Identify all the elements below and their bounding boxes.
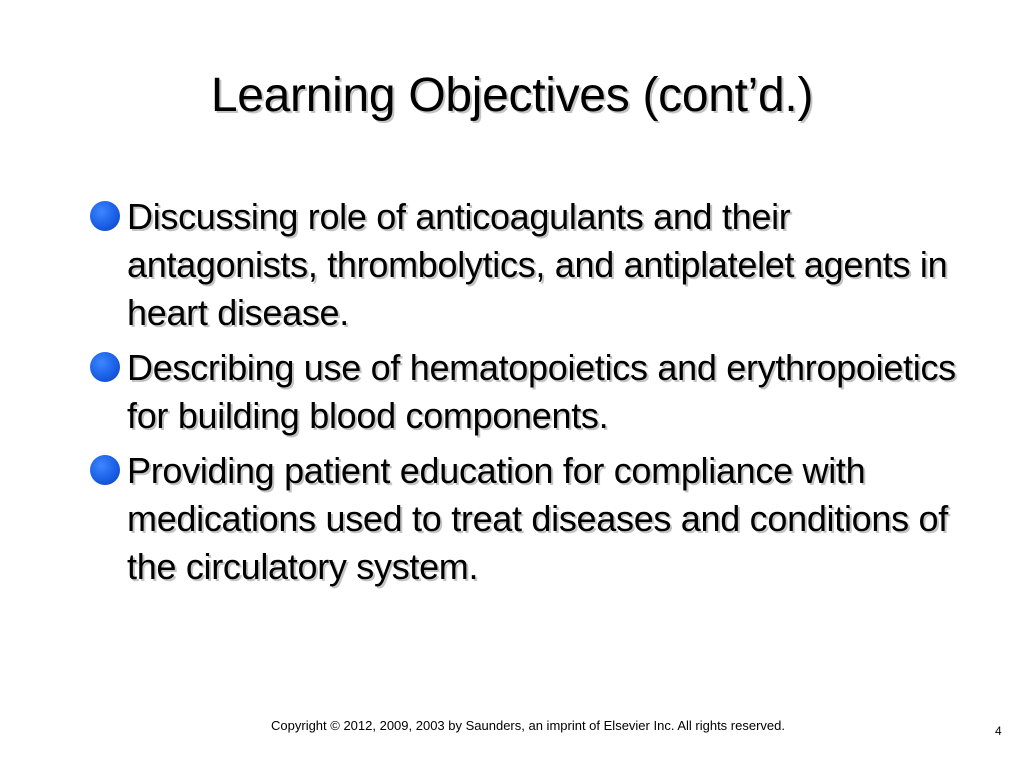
- bullet-item: [90, 193, 970, 337]
- copyright-footer: Copyright © 2012, 2009, 2003 by Saunders, an imprint of Elsevier Inc. All rights reserved.: [271, 718, 785, 733]
- bullet-text: Describing use of hematopoietics and erythropoietics for building blood components.: [127, 347, 956, 436]
- bullet-list: [90, 193, 970, 598]
- blue-circle-bullet-icon: [90, 201, 120, 231]
- bullet-text: Providing patient education for compliance with medications used to treat diseases and conditions of the circulatory system.: [127, 450, 948, 587]
- bullet-item: [90, 344, 970, 440]
- blue-circle-bullet-icon: [90, 455, 120, 485]
- blue-circle-bullet-icon: [90, 352, 120, 382]
- bullet-item: [90, 447, 970, 591]
- slide-title: Learning Objectives (cont’d.): [210, 69, 814, 122]
- bullet-text: Discussing role of anticoagulants and their antagonists, thrombolytics, and antiplatelet agents in heart disease.: [127, 196, 948, 333]
- page-number: 4: [995, 724, 1002, 738]
